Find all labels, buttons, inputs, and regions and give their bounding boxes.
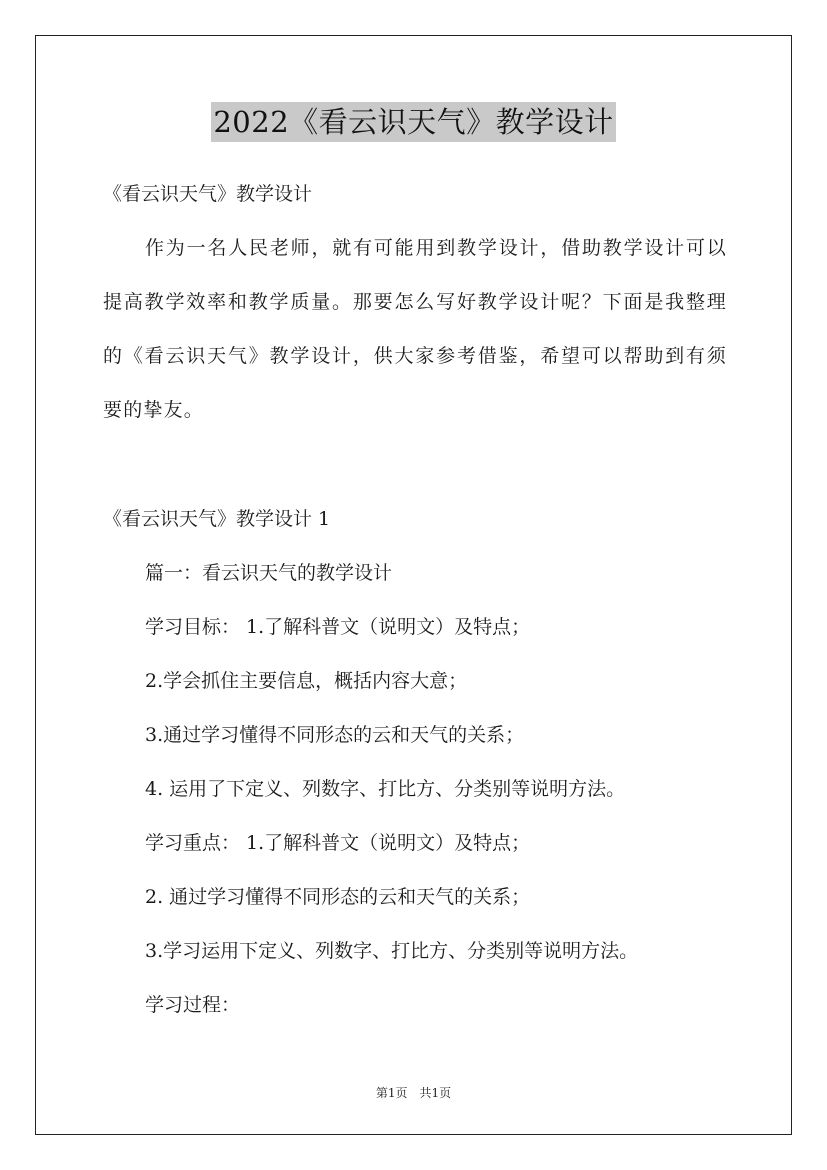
section-heading: 《看云识天气》教学设计 1 bbox=[103, 508, 331, 530]
document-title: 2022《看云识天气》教学设计 bbox=[211, 102, 615, 142]
body-line: 学习目标： 1.了解科普文（说明文）及特点； bbox=[145, 616, 531, 638]
body-line: 学习重点： 1.了解科普文（说明文）及特点； bbox=[145, 832, 531, 854]
body-line: 2. 通过学习懂得不同形态的云和天气的关系； bbox=[145, 886, 531, 908]
body-line: 4. 运用了下定义、列数字、打比方、分类别等说明方法。 bbox=[145, 778, 626, 800]
title-container bbox=[0, 102, 827, 142]
document-subtitle: 《看云识天气》教学设计 bbox=[103, 183, 313, 205]
body-line: 2.学会抓住主要信息，概括内容大意； bbox=[145, 670, 468, 692]
page-footer: 第1页 共1页 bbox=[375, 1086, 452, 1100]
body-line: 3.学习运用下定义、列数字、打比方、分类别等说明方法。 bbox=[145, 940, 639, 962]
body-line: 学习过程： bbox=[145, 994, 241, 1016]
body-line: 篇一：看云识天气的教学设计 bbox=[145, 562, 393, 584]
body-line: 3.通过学习懂得不同形态的云和天气的关系； bbox=[145, 724, 525, 746]
intro-paragraph: 作为一名人民老师，就有可能用到教学设计，借助教学设计可以提高教学效率和教学质量。那要怎么写好教学设计呢？下面是我整理的《看云识天气》教学设计，供大家参考借鉴，希望可以帮助到有须要的挚友。 bbox=[103, 237, 727, 421]
